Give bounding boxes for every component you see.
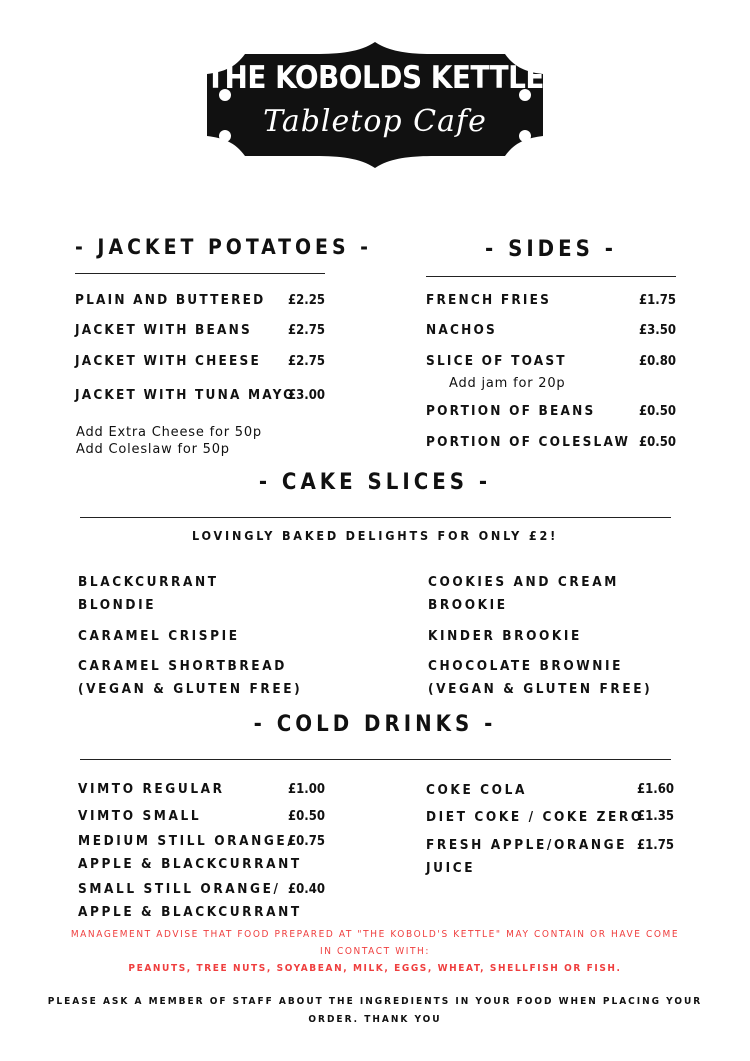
menu-item-name: APPLE & BLACKCURRANT <box>78 856 302 872</box>
menu-item-price: £1.35 <box>637 809 674 824</box>
cafe-logo <box>205 40 545 170</box>
logo-title: THE KOBOLDS KETTLE <box>206 60 544 96</box>
allergy-warning-line: MANAGEMENT ADVISE THAT FOOD PREPARED AT "THE KOBOLD'S KETTLE" MAY CONTAIN OR HAVE COME <box>70 929 680 940</box>
footer-note-line: ORDER. THANK YOU <box>308 1014 442 1025</box>
menu-item-name: PORTION OF COLESLAW <box>426 434 631 450</box>
menu-item-price: £0.75 <box>288 834 325 849</box>
sides-heading: - SIDES - <box>484 237 618 262</box>
menu-item-name: COKE COLA <box>426 782 527 798</box>
menu-item-name: JUICE <box>426 860 476 876</box>
toast-note: Add jam for 20p <box>449 376 566 391</box>
menu-item-price: £2.75 <box>288 354 325 369</box>
cake-item: CHOCOLATE BROWNIE <box>428 658 624 674</box>
menu-item-price: £2.75 <box>288 323 325 338</box>
menu-item-name: PORTION OF BEANS <box>426 403 596 419</box>
logo-subtitle: Tabletop Cafe <box>263 104 487 139</box>
menu-item-price: £0.40 <box>288 882 325 897</box>
cake-item-note: (VEGAN & GLUTEN FREE) <box>78 681 303 697</box>
menu-item-price: £0.80 <box>639 354 676 369</box>
jacket-potatoes-heading: - JACKET POTATOES - <box>75 235 372 259</box>
menu-item-price: £1.75 <box>639 293 676 308</box>
menu-item-name: VIMTO SMALL <box>78 808 202 824</box>
menu-item-name: JACKET WITH BEANS <box>75 322 252 338</box>
menu-item-price: £1.75 <box>637 838 674 853</box>
menu-item-price: £1.00 <box>288 782 325 797</box>
menu-item-name: NACHOS <box>426 322 497 338</box>
menu-item-price: £1.60 <box>637 782 674 797</box>
menu-item-name: SLICE OF TOAST <box>426 353 567 369</box>
cake-slices-heading: - CAKE SLICES - <box>258 470 492 495</box>
drinks-rule <box>80 759 671 760</box>
menu-item-name: FRENCH FRIES <box>426 292 552 308</box>
menu-item-name: VIMTO REGULAR <box>78 781 225 797</box>
menu-item-price: £3.00 <box>288 388 325 403</box>
menu-item-price: £0.50 <box>288 809 325 824</box>
menu-item-name: FRESH APPLE/ORANGE <box>426 837 628 853</box>
cake-item: KINDER BROOKIE <box>428 628 582 644</box>
menu-item-name: JACKET WITH CHEESE <box>75 353 261 369</box>
jacket-note: Add Extra Cheese for 50p <box>76 425 262 440</box>
cake-tagline: LOVINGLY BAKED DELIGHTS FOR ONLY £2! <box>192 528 558 543</box>
cake-rule <box>80 517 671 518</box>
menu-item-name: APPLE & BLACKCURRANT <box>78 904 302 920</box>
menu-item-name: SMALL STILL ORANGE/ <box>78 881 281 897</box>
menu-item-price: £0.50 <box>639 404 676 419</box>
cake-item: COOKIES AND CREAM <box>428 574 619 590</box>
allergy-warning-line: IN CONTACT WITH: <box>319 946 431 957</box>
sides-rule <box>426 276 676 277</box>
cake-item: BLACKCURRANT <box>78 574 219 590</box>
cold-drinks-heading: - COLD DRINKS - <box>253 712 497 737</box>
cake-item-note: (VEGAN & GLUTEN FREE) <box>428 681 653 697</box>
allergen-list: PEANUTS, TREE NUTS, SOYABEAN, MILK, EGGS, WHEAT, SHELLFISH OR FISH. <box>128 963 622 974</box>
menu-item-name: MEDIUM STILL ORANGE/ <box>78 833 295 849</box>
cake-item: BROOKIE <box>428 597 508 613</box>
cake-item: BLONDIE <box>78 597 157 613</box>
jacket-rule <box>75 273 325 274</box>
menu-item-price: £0.50 <box>639 435 676 450</box>
footer-note-line: PLEASE ASK A MEMBER OF STAFF ABOUT THE INGREDIENTS IN YOUR FOOD WHEN PLACING YOUR <box>47 996 703 1007</box>
cake-item: CARAMEL CRISPIE <box>78 628 240 644</box>
menu-item-price: £2.25 <box>288 293 325 308</box>
menu-item-name: JACKET WITH TUNA MAYO <box>75 387 296 403</box>
menu-item-price: £3.50 <box>639 323 676 338</box>
jacket-note: Add Coleslaw for 50p <box>76 442 230 457</box>
menu-item-name: PLAIN AND BUTTERED <box>75 292 266 308</box>
cake-item: CARAMEL SHORTBREAD <box>78 658 287 674</box>
menu-item-name: DIET COKE / COKE ZERO <box>426 809 644 825</box>
